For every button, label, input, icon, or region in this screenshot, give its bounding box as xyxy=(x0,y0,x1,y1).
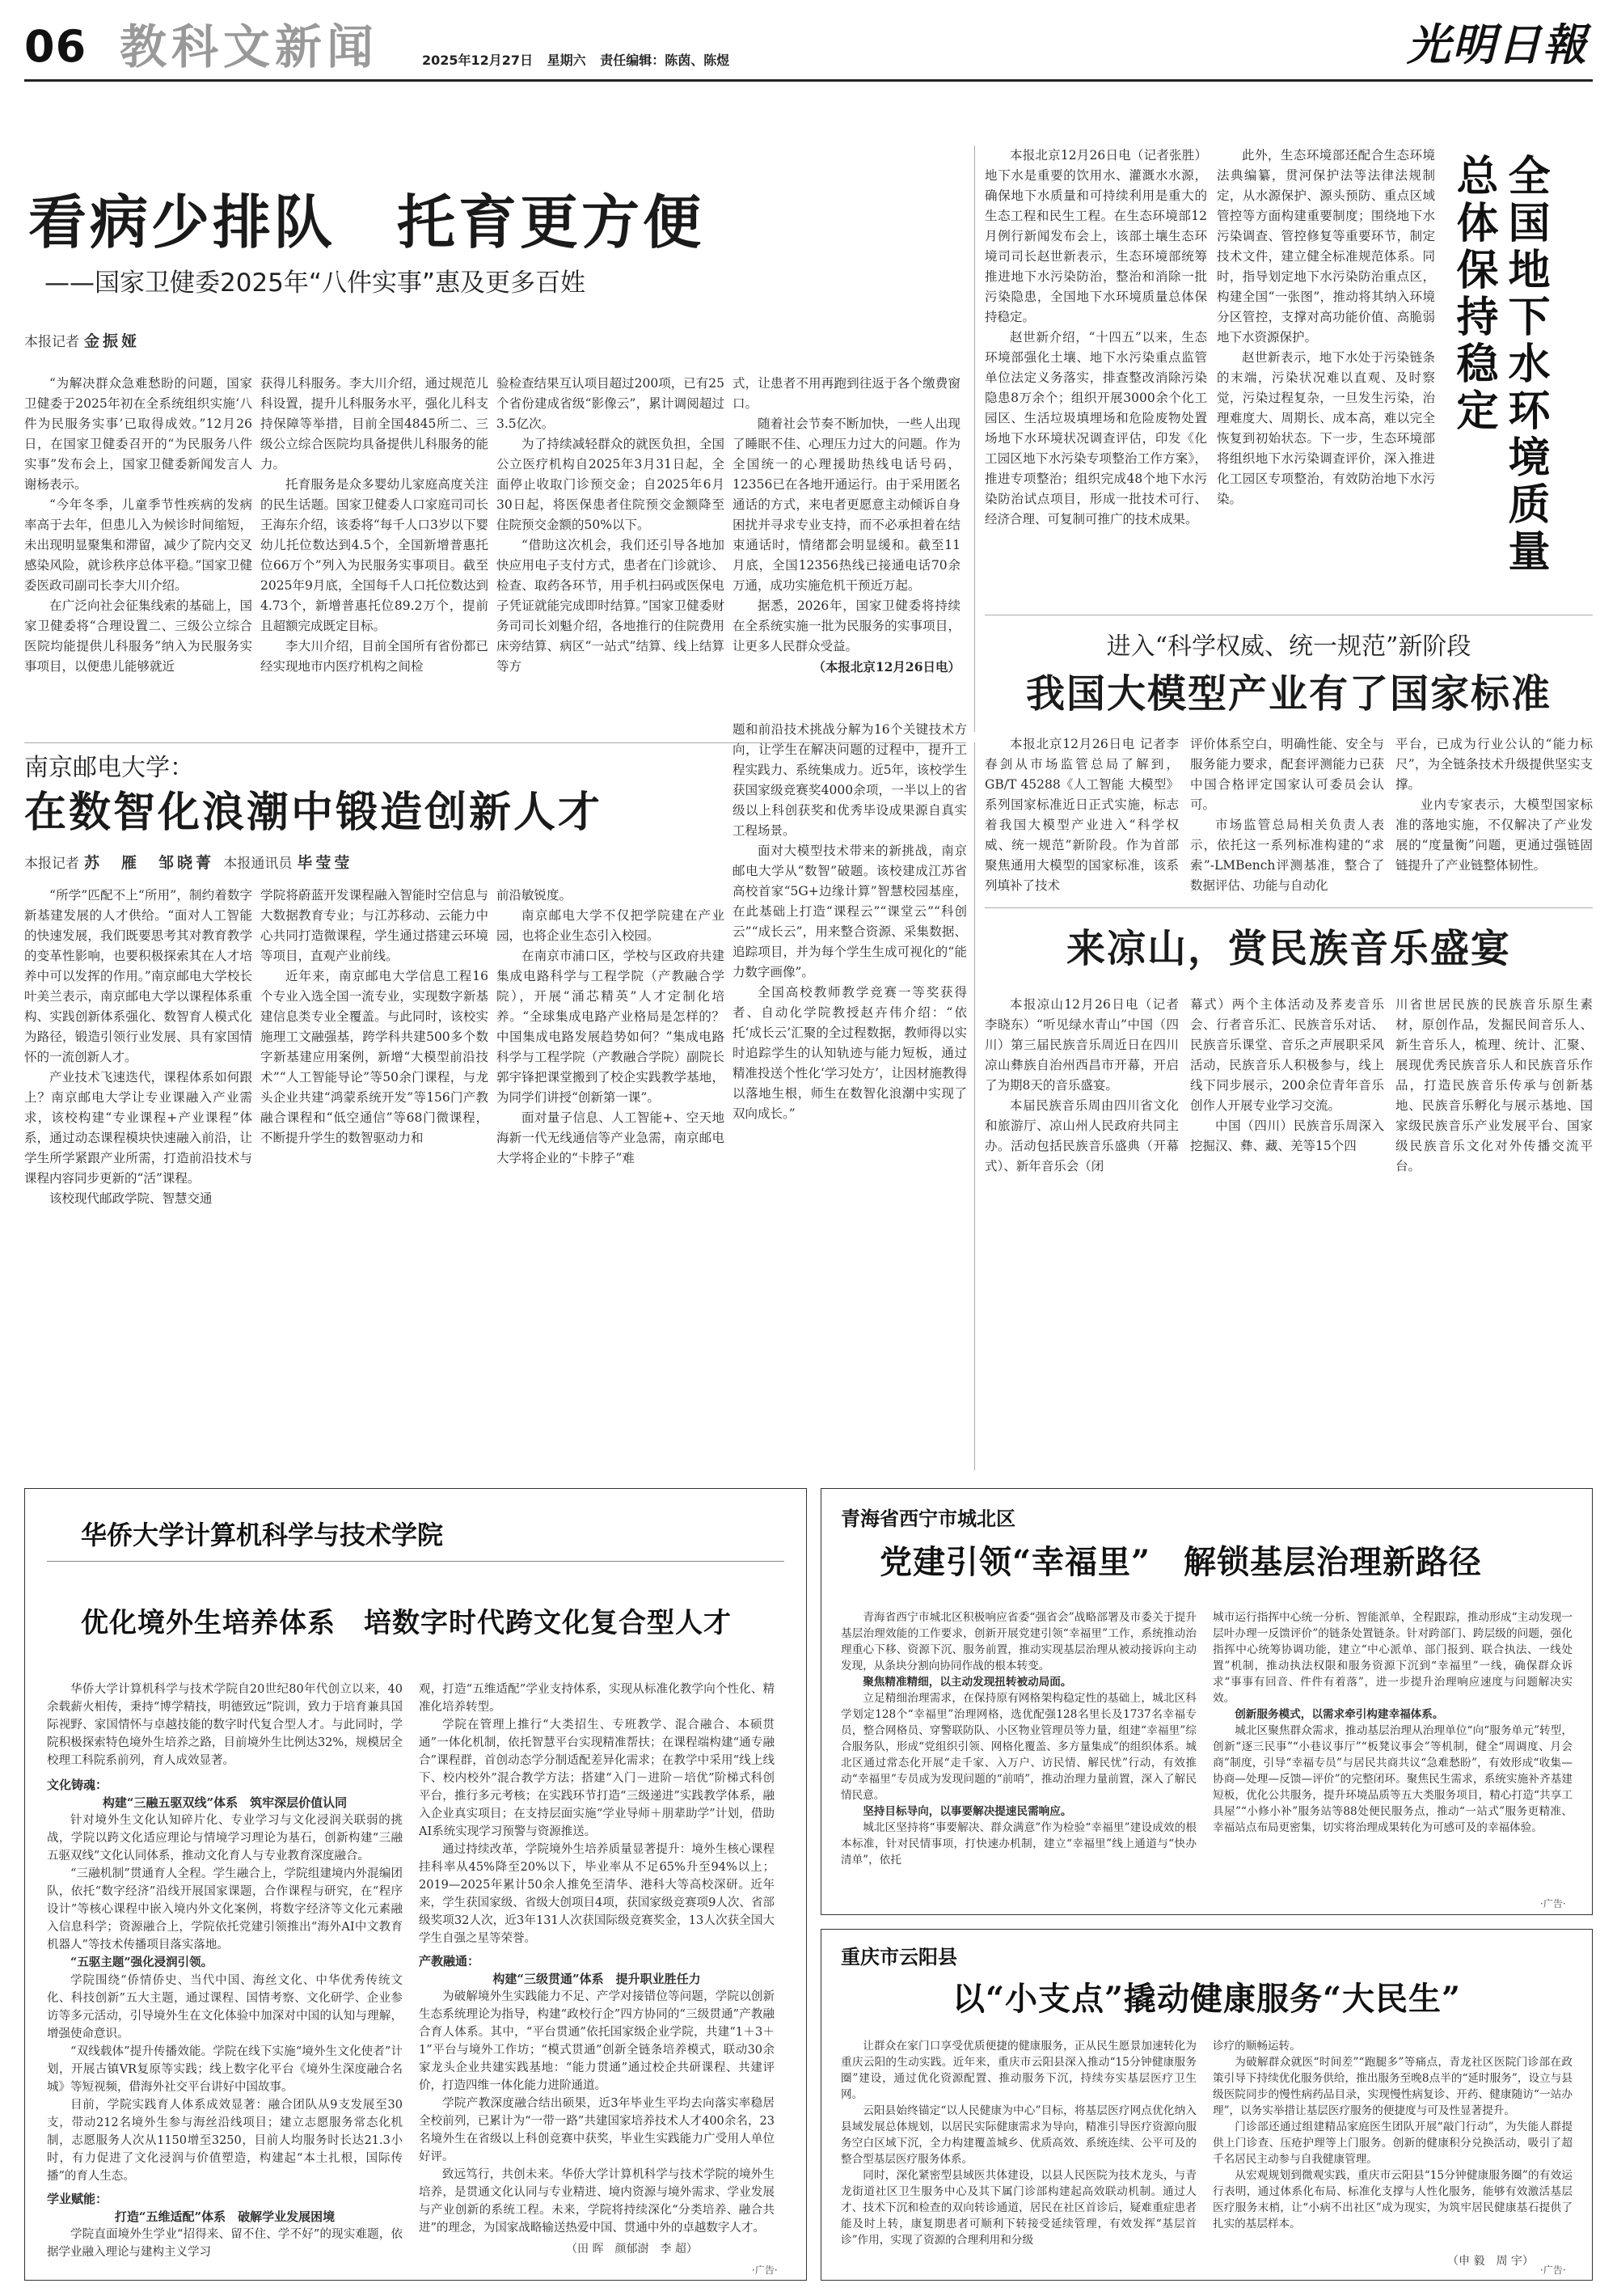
art3-col2-p1: 评价体系空白，明确性能、安全与服务能力要求，配套评测能力已获中国合格评定国家认可委员会认可。 xyxy=(1190,737,1384,812)
art2-col2-p1: 此外，生态环境部还配合生态环境法典编纂，贯河保护法等法律法规制定，从水源保护、源头预防、重点区域管控等方面构建重要制度；围绕地下水污染调查、管控修复等重要环节，制定技术文件，建立健全标准规范体系。同时，指导划定地下水污染防治重点区，构建全国“一张图”，推动将其纳入环境分区管控，支撑对高功能价值、高脆弱地下水资源保护。 xyxy=(1217,148,1435,345)
art2-col1 xyxy=(985,146,1207,534)
art4-col1-p2: 产业技术飞速迭代，课程体系如何跟上？南京邮电大学让专业课融入产业需求，该校构建“专业课程+产业课程”体系，通过动态课程模块快速融入前沿，让学生所学紧跟产业所需，打造前沿技术与课程内容同步更新的“活”课程。 xyxy=(24,1070,252,1186)
art1-col1 xyxy=(24,374,252,742)
art1-col4-p2: 随着社会节奏不断加快，一些人出现了睡眠不佳、心理压力过大的问题。作为全国统一的心理援助热线电话号码，12356已在各地开通运行。由于采用匿名通话的方式，来电者更愿意主动倾诉自身困扰并寻求专业支持，而不必承担着在结束通话时，情绪都会明显缓和。截至11月底，全国12356热线已接通电话70余万通，成功实施危机干预近万起。 xyxy=(733,416,960,593)
art4-col2 xyxy=(260,886,488,1476)
newspaper-logo: 光明日報 xyxy=(1407,19,1588,70)
art5-col3-p1: 川省世居民族的民族音乐原生素材，原创作品，发掘民间音乐人、新生音乐人，梳理、统计、汇聚、展现优秀民族音乐人和民族音乐作品，打造民族音乐传承与创新基地、民族音乐孵化与展示基地、国家级民族音乐产业发展平台、国家级民族音乐文化对外传播交流平台。 xyxy=(1395,997,1593,1173)
art1-byline-name: 金振娅 xyxy=(84,332,141,350)
art5-col2 xyxy=(1190,995,1384,1472)
art4-col4-p3: 全国高校教师教学竞赛一等奖获得者、自动化学院教授赵卉伟介绍：“依托‘成长云’汇聚的全过程数据，教师得以实时追踪学生的认知轨迹与能力短板，通过精准投送个性化‘学习处方’，让因材施教得以落地生根，师生在数智化浪潮中实现了双向成长。” xyxy=(733,985,967,1121)
ad1-sub3: 学业赋能： xyxy=(47,2192,108,2206)
ad3-col2 xyxy=(1213,2038,1573,2252)
ad1-col2b-p3: 致远笃行，共创未来。华侨大学计算机科学与技术学院的境外生培养，是贯通文化认同与专业精进、境内资源与境外需求、学业发展与产业创新的系统工程。未来，学院将持续深化“分类培养、融合共进”的理念，为国家战略输送热爱中国、贯通中外的卓越数字人才。 xyxy=(419,2168,775,2235)
ad2-col1-p1: 青海省西宁市城北区积极响应省委“强省会”战略部署及市委关于提升基层治理效能的工作要求，创新开展党建引领“幸福里”工作，系统推动治理重心下移、资源下沉、服务前置，推动实现基层治理从被动接诉向主动发现，从条块分割向协同作战的根本转变。 xyxy=(841,1611,1197,1672)
ad1-header-line xyxy=(47,1561,784,1562)
ad2-sub3: 创新服务模式，以需求牵引构建幸福体系。 xyxy=(1235,1708,1444,1721)
art3-col3 xyxy=(1395,734,1593,896)
art5-col1-p2: 本届民族音乐周由四川省文化和旅游厅、凉山州人民政府共同主办。活动包括民族音乐盛典（开幕式）、新年音乐会（闭 xyxy=(985,1098,1179,1173)
issue-editors: 责任编辑：陈茵、陈煜 xyxy=(600,53,730,68)
art4-byline-name2: 毕莹莹 xyxy=(297,854,353,872)
art2-title-text: 全国地下水环境质量总体保持稳定 xyxy=(1449,154,1550,576)
art5-col2-p1: 幕式）两个主体活动及荞麦音乐会、行者音乐汇、民族音乐对话、民族音乐课堂、音乐之声展职采风活动，民族音乐人积极参与，线上线下同步展示，200余位青年音乐创作人开展专业学习交流。 xyxy=(1190,997,1384,1113)
masthead-rule xyxy=(24,79,1593,82)
ad2-adnote: ·广告· xyxy=(1540,1898,1566,1909)
ad3-adnote: ·广告· xyxy=(1540,2264,1566,2276)
ad3-signature: （申 毅 周 宇） xyxy=(1447,2255,1534,2268)
ad1-sub3b: 打造“五维适配”体系 破解学业发展困境 xyxy=(114,2209,336,2224)
ad1-col2b-p2: 学院产教深度融合结出硕果，近3年毕业生平均去向落实率稳居全校前列，已累计为“一带一路”共建国家培养技术人才400余名，23名境外生在省级以上科创竞赛中获奖，毕业生实践能力广受用人单位好评。 xyxy=(419,2097,775,2163)
ad3-col1-p1: 让群众在家门口享受优质便捷的健康服务，正从民生愿景加速转化为重庆云阳的生动实践。近年来，重庆市云阳县深入推动“15分钟健康服务圈”建设，通过优化资源配置、推动服务下沉，持续夯实基层医疗卫生网。 xyxy=(841,2040,1197,2101)
ad3-col2-p4: 从宏观规划到微观实践，重庆市云阳县“15分钟健康服务圈”的有效运行表明，通过体系化布局、标准化支撑与人性化服务，能够有效激活基层医疗服务末梢，让“小病不出社区”成为现实，为筑牢居民健康基石提供了扎实的基层样本。 xyxy=(1213,2169,1573,2230)
ad1-sub1: 文化铸魂： xyxy=(47,1778,108,1792)
ad1-sub1b: 构建“三融五驱双线”体系 筑牢深层价值认同 xyxy=(102,1795,348,1810)
ad2-title: 党建引领“幸福里” 解锁基层治理新路径 xyxy=(880,1543,1483,1581)
ad1-col1d-p1: 学院直面境外生学业“招得来、留不住、学不好”的现实难题，依据学业融入理论与建构主义学习 xyxy=(47,2228,403,2259)
ad3-col2-p2: 为破解群众就医“时间差”“跑腿多”等痛点，青龙社区医院门诊部在政策引导下持续优化服务供给，推出服务至晚8点半的“延时服务”，设立与县级医院同步的慢性病药品目录，实现慢性病复诊、开药、健康随访“一站办理”，以务实举措让基层医疗服务的便捷度与可及性显著提升。 xyxy=(1213,2056,1573,2117)
ad3-title: 以“小支点”撬动健康服务“大民生” xyxy=(952,1980,1462,2018)
art1-col3-p2: 为了持续减轻群众的就医负担，全国公立医疗机构自2025年3月31日起，全面停止收取门诊预交金；自2025年6月30日起，将医保患者住院预交金额降至住院预交金额的50%以下。 xyxy=(496,437,724,532)
ad1-col2-p1: 观，打造“五维适配”学业支持体系，实现从标准化教学向个性化、精准化培养转型。 xyxy=(419,1683,775,1714)
art1-col2-p2: 托育服务是众多婴幼儿家庭高度关注的民生话题。国家卫健委人口家庭司司长王海东介绍，该委将“每千人口3岁以下婴幼儿托位数达到4.5个，全国新增普惠托位66万个”列入为民服务实事项目。截至2025年9月底，全国每千人口托位数达到4.73个，新增普惠托位89.2万个，提前且超额完成既定目标。 xyxy=(260,477,488,633)
art1-subtitle: ——国家卫健委2025年“八件实事”惠及更多百姓 xyxy=(44,269,586,298)
art4-col2-p2: 近年来，南京邮电大学信息工程16个专业入选全国一流专业，实现数字新基建信息类专业全覆盖。与此同时，该校实施理工文融强基，跨学科共建500多个数字新基建应用案例，新增“大模型前沿技术”“人工智能导论”等50余门课程，与龙头企业共建“鸿蒙系统开发”等156门产教融合课程和“低空通信”等68门微课程，不断提升学生的数智驱动力和 xyxy=(260,969,488,1145)
art4-col4 xyxy=(733,720,967,1476)
art1-divider-right xyxy=(974,146,975,732)
art4-divider-right xyxy=(974,742,975,1470)
ad1-col1c-p3: 目前，学院实践育人体系成效显著：融合团队从9支发展至30支，带动212名境外生参与海丝沿线项目；建立志愿服务常态化机制，志愿服务人次从1150增至3250，目前人均服务时长达21.3小时，有力促进了文化浸润与价值塑造，构建起“本土扎根，国际传播”的育人生态。 xyxy=(47,2099,403,2183)
art4-col3-p2: 南京邮电大学不仅把学院建在产业园，也将企业生态引入校园。 xyxy=(496,908,724,943)
art3-divider-bottom xyxy=(985,907,1593,908)
issue-info xyxy=(422,50,729,69)
ad1-col1-p1: 华侨大学计算机科学与技术学院自20世纪80年代创立以来，40余载薪火相传，秉持“博学精技，明德致远”院训，致力于培育兼具国际视野、家国情怀与卓越技能的数字时代复合型人才。与此同时，学院积极探索特色境外生培养之路，目前境外生比例达32%，规模居全校理工科院系前列，育人成效显著。 xyxy=(47,1683,403,1767)
ad1-signature: （田 晖 颜郁澍 李 超） xyxy=(566,2243,698,2256)
art4-col1-p1: “所学”匹配不上“所用”，制约着数字新基建发展的人才供给。“面对人工智能的快速发展，我们既要思考其对教育教学的变革性影响，也要积极探索其在人才培养中可以发挥的作用。”南京邮电大学校长叶美兰表示，南京邮电大学以课程体系重构、实践创新体系强化、数智育人模式化为路径，锻造引领行业发展、具有家国情怀的一流创新人才。 xyxy=(24,888,252,1064)
art2-col2-p2: 赵世新表示，地下水处于污染链条的末端，污染状况难以直观、及时察觉，污染过程复杂，一旦发生污染，治理难度大、周期长、成本高，难以完全恢复到初始状态。下一步，生态环境部将组织地下水污染调查评价，深入推进化工园区专项整治，有效防治地下水污染。 xyxy=(1217,350,1435,506)
ad1-col1 xyxy=(47,1681,403,2263)
art2-title xyxy=(1447,154,1601,607)
issue-date: 2025年12月27日 xyxy=(422,53,534,68)
art2-col2 xyxy=(1217,146,1435,534)
ad1-adnote: ·广告· xyxy=(752,2264,778,2276)
ad3-col1 xyxy=(841,2038,1197,2269)
art2-col1-p1: 本报北京12月26日电（记者张胜）地下水是重要的饮用水、灌溉水水源，确保地下水质量和可持续利用是重大的生态工程和民生工程。在生态环境部12月例行新闻发布会上，该部土壤生态环境司司长赵世新表示，生态环境部统筹推进地下水污染防治，整治和消除一批污染隐患，全国地下水环境质量总体保持稳定。 xyxy=(985,148,1207,324)
ad2-col2b-p1: 城北区聚焦群众需求，推动基层治理从治理单位“向“服务单元”转型，创新“逐三民事”“小巷议事厅”“板凳议事会”等机制，健全“周调度、月会商”制度，引导“幸福专员”与居民共商共议“急难愁盼”，有效形成“收集—协商—处理—反馈—评价”的完整闭环。聚焦民生需求，系统实施补齐基建短板，优化公共服务，提升环境品质等五大类服务项目，精心打造“共享工具屋”“小修小补”服务站等88处便民服务点，推动“一站式”服务更精准、幸福站点布局更密集，切实将治理成果转化为可感可及的幸福体验。 xyxy=(1213,1724,1573,1834)
ad3-col1-p2: 云阳县始终锚定“以人民健康为中心”目标，将基层医疗网点优化纳入县域发展总体规划，以居民实际健康需求为导向，精准引导医疗资源向服务空白区域下沉，全力构建覆盖城乡、优质高效、系统连续、公平可及的整合型基层医疗服务体系。 xyxy=(841,2104,1197,2166)
ad1-sub2: “五驱主题”强化浸润引领。 xyxy=(70,1956,213,1969)
ad1-sub4b: 构建“三级贯通”体系 提升职业胜任力 xyxy=(492,1972,701,1986)
art1-col1-p1: “为解决群众急难愁盼的问题，国家卫健委于2025年初在全系统组织实施‘八件为民服务实事’已取得成效。”12月26日，在国家卫健委召开的“为民服务八件实事”发布会上，国家卫健委新闻发言人谢杨表示。 xyxy=(24,376,252,492)
section-title: 教科文新闻 xyxy=(120,19,379,74)
art1-col2 xyxy=(260,374,488,742)
art4-col4-p1: 题和前沿技术挑战分解为16个关键技术方向，让学生在解决问题的过程中，提升工程实践力、系统集成力。近5年，该校学生获国家级竞赛奖4000余项，一半以上的省级以上科创获奖和优秀毕设成果源自真实工程场景。 xyxy=(733,722,967,838)
art2-col1-p2: 赵世新介绍，“十四五”以来，生态环境部强化土壤、地下水污染重点监管单位法定义务落实，排查整改消除污染隐患8万余个；组织开展3000余个化工园区、生活垃圾填埋场和危险废物处置场地下水环境状况调查评估，印发《化工园区地下水污染专项整治工作方案》，推进专项整治；组织完成48个地下水污染防治试点项目，形成一批技术可行、经济合理、可复制可推广的技术成果。 xyxy=(985,330,1207,526)
art1-col4-p1: 式，让患者不用再跑到往返于各个缴费窗口。 xyxy=(733,376,960,411)
art4-col3-p4: 面对量子信息、人工智能+、空天地海新一代无线通信等产业急需，南京邮电大学将企业的“卡脖子”难 xyxy=(496,1110,724,1165)
art3-kicker: 进入“科学权威、统一规范”新阶段 xyxy=(1106,632,1471,661)
art4-kicker: 南京邮电大学： xyxy=(24,754,194,782)
art1-col3 xyxy=(496,374,724,742)
ad1-col1b-p2: “三融机制”贯通育人全程。学生融合上，学院组建境内外混编团队，依托“数字经济”沿线开展国家课题，合作课程与研究，在“程序设计”等核心课程中嵌入境内外文化案例，将数字经济等文化元素融入信息科学；资源融合上，学院依托党建引领推出“海外AI中文教育机器人”等技术传播项目落实落地。 xyxy=(47,1867,403,1951)
art1-title: 看病少排队 托育更方便 xyxy=(28,188,705,256)
ad3-col2-p3: 门诊部还通过组建精品家庭医生团队开展“敲门行动”，为失能人群提供上门诊查、压疮护理等上门服务。创新的健康积分兑换活动，吸引了超千名居民主动参与自我健康管理。 xyxy=(1213,2121,1573,2166)
ad2-col1c-p1: 城北区坚持将“事要解决、群众满意”作为检验“幸福里”建设成效的根本标准，针对民情事项，打快速办机制，建立“幸福里”线上通道与“快办清单”，依托 xyxy=(841,1821,1197,1867)
art3-col2 xyxy=(1190,734,1384,896)
ad1-col2b-p1: 为破解境外生实践能力不足、产学对接错位等问题，学院以创新生态系统理论为指导，构建“政校行企”四方协同的“三级贯通”产教融合育人体系。其中，“平台贯通”依托国家级企业学院，共建“1＋3＋1”平台与境外工作坊；“模式贯通”创新全链条培养模式，联动30余家龙头企业共建实践基地：“能力贯通”通过校企共研课程、共建评价，打造四维一体化能力进阶通道。 xyxy=(419,1990,775,2092)
art1-col1-p2: “今年冬季，儿童季节性疾病的发病率高于去年，但患儿入为候诊时间缩短，未出现明显聚集和滞留，减少了院内交叉感染风险，就诊秩序总体平稳。”国家卫健委医政司副司长李大川介绍。 xyxy=(24,497,252,593)
art1-byline-role: 本报记者 xyxy=(24,334,79,350)
art5-col3 xyxy=(1395,995,1593,1472)
ad2-sub1: 聚焦精准精细，以主动发现扭转被动局面。 xyxy=(863,1676,1072,1689)
ad2-col2-p1: 城市运行指挥中心统一分析、智能派单，全程跟踪，推动形成“主动发现一层叶办理一反馈评价”的链条处置链条。针对跨部门、跨层级的问题，强化指挥中心统筹协调功能，建立“中心派单、部门报到、联合执法、一线处置”机制，推动执法权限和服务资源下沉到“幸福里”一线，确保群众诉求“事事有回音、件件有着落”，进一步提升治理响应速度与问题解决实效。 xyxy=(1213,1611,1573,1705)
art5-title: 来凉山，赏民族音乐盛宴 xyxy=(1066,926,1511,971)
ad1-col2-p3: 通过持续改革，学院境外生培养质量显著提升：境外生核心课程挂科率从45%降至20%以下，毕业率从不足65%升至94%以上；2019—2025年累计50余人推免至清华、港科大等高校深研。近年来，学生获国家级、省级大创项目4项，获国家级竞赛项9人次、省部级奖项32人次，近3年131人次获国际级竞赛奖金，13人次获全国大学生自强之星等荣誉。 xyxy=(419,1843,775,1945)
ad2-col1 xyxy=(841,1609,1197,1901)
ad2-col2 xyxy=(1213,1609,1573,1901)
ad2-header: 青海省西宁市城北区 xyxy=(841,1507,1015,1530)
art4-col4-p2: 面对大模型技术带来的新挑战，南京邮电大学从“数智”破题。该校建成江苏省高校首家“5G+边缘计算”智慧校园基座，在此基础上打造“课程云”“课堂云”“科创云”“成长云”，用来整合资源、采集数据、追踪项目，并为每个学生生成可视化的“能力数字画像”。 xyxy=(733,844,967,979)
art1-col4-dateline: （本报北京12月26日电） xyxy=(813,659,960,674)
page-number: 06 xyxy=(24,21,87,72)
art3-col3-p1: 平台，已成为行业公认的“能力标尺”，为全链条技术升级提供坚实支撑。 xyxy=(1395,737,1593,792)
art4-col1 xyxy=(24,886,252,1476)
ad1-col1c-p1: 学院围绕“侨情侨史、当代中国、海丝文化、中华优秀传统文化、科技创新”五大主题，通过课程、国情考察、文化研学、企业参访等多元活动，引导境外生在文化体验中加深对中国的认知与理解，增强使命意识。 xyxy=(47,1974,403,2040)
ad1-header: 华侨大学计算机科学与技术学院 xyxy=(81,1520,444,1550)
art5-col1-p1: 本报凉山12月26日电（记者李晓东）“听见绿水青山”中国（四川）第三届民族音乐周近日在四川凉山彝族自治州西昌市开幕，开启了为期8天的音乐盛宴。 xyxy=(985,997,1179,1093)
art4-byline-role: 本报记者 xyxy=(24,856,79,872)
art3-col2-p2: 市场监管总局相关负责人表示，依托这一系列标准构建的“求索”-LMBench评测基准，整合了数据评估、功能与自动化 xyxy=(1190,818,1384,893)
art1-col1-p3: 在广泛向社会征集线索的基础上，国家卫健委将“合理设置二、三级公立综合医院均能提供儿科服务”纳入为民服务实事项目，以便患儿能够就近 xyxy=(24,598,252,674)
ad1-title: 优化境外生培养体系 培数字时代跨文化复合型人才 xyxy=(81,1607,732,1639)
ad2-col1b-p1: 立足精细治理需求，在保持原有网格架构稳定性的基础上，城北区科学划定128个“幸福里”治理网格，选优配强128名里长及1737名幸福专员，整合网格员、穿警联防队、小区物业管理员等力量，组建“幸福里”综合服务队，形成“党组织引领、网格化覆盖、多方量集成”的组织体系。城北区通过常态化开展“走千家、入万户、访民情、解民忧”行动，有效推动“幸福里”专员成为发现问题的“前哨”，推动治理力量前置，深入了解民情民意。 xyxy=(841,1692,1197,1802)
ad2-sub2: 坚持目标导向，以事要解决提速民需响应。 xyxy=(863,1805,1072,1818)
art1-col2-p1: 获得儿科服务。李大川介绍，通过规范儿科设置，提升儿科服务水平，强化儿科支持保障等举措，目前全国4845所二、三级公立综合医院均具备提供儿科服务的能力。 xyxy=(260,376,488,471)
art1-byline xyxy=(24,329,145,351)
art4-col2-p1: 学院将蔚蓝开发课程融入智能时空信息与大数据教育专业；与江苏移动、云能力中心共同打造微课程，学生通过搭建云环境等项目，直观产业前线。 xyxy=(260,888,488,963)
ad3-col2-p1: 诊疗的顺畅运转。 xyxy=(1213,2040,1301,2053)
ad1-sub4: 产教融通： xyxy=(419,1954,480,1968)
art3-col1-p1: 本报北京12月26日电 记者李春剑从市场监管总局了解到，GB/T 45288《人工智能 大模型》系列国家标准近日正式实施，标志着我国大模型产业进入“科学权威、统一规范”新阶段。作为首部聚焦通用大模型的国家标准，该系列填补了技术 xyxy=(985,737,1179,893)
ad1-col2-p2: 学院在管理上推行“大类招生、专班教学、混合融合、本硕贯通”一体化机制，依托智慧平台实现精准帮扶；在课程端构建“通专融合”课程群，首创动态学分制适配差异化需求；在教学中采用“线上线下、校内校外”混合教学方法；搭建“入门－进阶－培优”阶梯式科创平台，推行多元考核；在实践环节打造“三级递进”实践教学体系，融入企业真实项目；在支持层面实施“学业导师＋朋辈助学”计划，借助AI系统实现学习预警与资源推送。 xyxy=(419,1719,775,1838)
ad1-col1c-p2: “双线载体”提升传播效能。学院在线下实施“境外生文化使者”计划，开展古镇VR复原等实践；线上数字化平台《境外生深度融合名城》等短视频，借海外社交平台讲好中国故事。 xyxy=(47,2045,403,2094)
art3-title: 我国大模型产业有了国家标准 xyxy=(1025,671,1552,717)
issue-weekday: 星期六 xyxy=(547,53,586,68)
ad3-col1-p3: 同时，深化紧密型县域医共体建设，以县人民医院为技术龙头，与青龙街道社区卫生服务中心及其下属门诊部构建起高效联动机制。通过人才、技术下沉和检查的双向转诊通道，居民在社区首诊后，疑难重症患者能及时上转，康复期患者可顺利下转接受延续管理，有效发挥“基层首诊”作用，实现了资源的合理利用和分级 xyxy=(841,2169,1197,2247)
art1-col4-p3: 据悉，2026年，国家卫健委将持续在全系统实施一批为民服务的实事项目，让更多人民群众受益。 xyxy=(733,598,960,653)
art3-col1 xyxy=(985,734,1179,896)
ad1-col1b-p1: 针对境外生文化认知碎片化、专业学习与文化浸润关联弱的挑战，学院以跨文化适应理论与情境学习理论为基石，创新构建“三融五驱双线”文化认同体系，推动文化育人与专业教育深度融合。 xyxy=(47,1814,403,1863)
art1-col3-p3: “借助这次机会，我们还引导各地加快应用电子支付方式，患者在门诊就诊、检查、取药各环节，用手机扫码或医保电子凭证就能完成即时结算。”国家卫健委财务司司长刘魁介绍，各地推行的住院费用床旁结算、病区“一站式”结算、线上结算等方 xyxy=(496,538,724,674)
art4-byline xyxy=(24,851,357,873)
art3-col3-p2: 业内专家表示，大模型国家标准的落地实施，不仅解决了产业发展的“度量衡”问题，更通过强链固链提升了产业链整体韧性。 xyxy=(1395,797,1593,873)
art4-col3-p3: 在南京市浦口区，学校与区政府共建集成电路科学与工程学院（产教融合学院），开展“涌芯精英”人才定制化培养。“全球集成电路产业格局是怎样的？中国集成电路发展趋势如何？”集成电路科学与工程学院（产教融合学院）副院长郭宇锋把课堂搬到了校企实践教学基地，为同学们讲授“创新第一课”。 xyxy=(496,949,724,1105)
art4-col1-p3: 该校现代邮政学院、智慧交通 xyxy=(49,1191,213,1206)
art5-col1 xyxy=(985,995,1179,1472)
ad1-col2 xyxy=(419,1681,775,2239)
art5-col2-p2: 中国（四川）民族音乐周深入挖掘汉、彝、藏、羌等15个四 xyxy=(1190,1118,1384,1153)
ad3-header: 重庆市云阳县 xyxy=(841,1946,957,1968)
art4-title: 在数智化浪潮中锻造创新人才 xyxy=(24,788,603,837)
art4-col3-p1: 前沿敏锐度。 xyxy=(496,888,572,903)
art4-byline-role2: 本报通讯员 xyxy=(223,856,293,872)
art1-col2-p3: 李大川介绍，目前全国所有省份都已经实现地市内医疗机构之间检 xyxy=(260,639,488,674)
art4-byline-names: 苏 雁 邹晓菁 xyxy=(84,854,215,872)
art1-col4 xyxy=(733,374,960,742)
art1-col3-p1: 验检查结果互认项目超过200项，已有25个省份建成省级“影像云”，累计调阅超过3.5亿次。 xyxy=(496,376,724,431)
art4-col3 xyxy=(496,886,724,1476)
